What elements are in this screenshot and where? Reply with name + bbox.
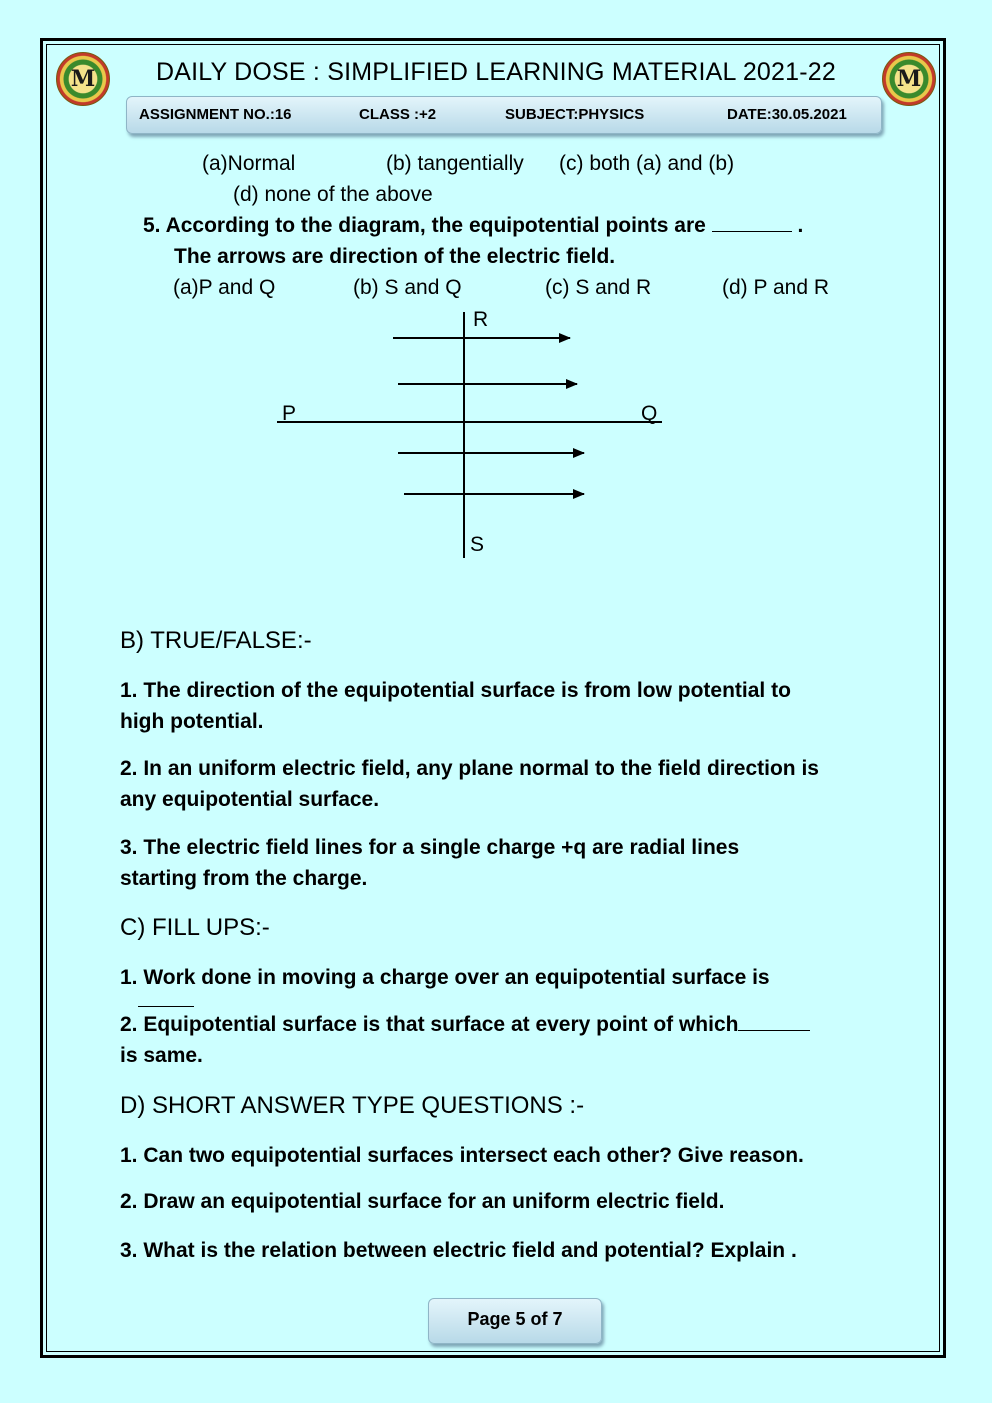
point-label-s: S — [470, 533, 485, 556]
fill-question-1-blank — [138, 1006, 194, 1007]
tf-question-1-line2: high potential. — [120, 710, 264, 733]
page-title: DAILY DOSE : SIMPLIFIED LEARNING MATERIAL 2021-22 — [156, 58, 836, 86]
section-true-false-heading: B) TRUE/FALSE:- — [120, 627, 312, 654]
q4-option-a: (a)Normal — [202, 152, 296, 175]
sa-question-3: 3. What is the relation between electric field and potential? Explain . — [120, 1239, 797, 1262]
q5-text-line1: According to the diagram, the equipotential points are — [165, 214, 706, 237]
q5-option-c: (c) S and R — [545, 276, 652, 299]
sa-question-2: 2. Draw an equipotential surface for an uniform electric field. — [120, 1190, 725, 1213]
tf-question-3-line2: starting from the charge. — [120, 867, 368, 890]
fill-question-1: 1. Work done in moving a charge over an equipotential surface is — [120, 966, 770, 989]
q5-line1-end: . — [797, 214, 804, 237]
sa-question-1: 1. Can two equipotential surfaces intersect each other? Give reason. — [120, 1144, 804, 1167]
school-logo-right: M — [882, 52, 936, 106]
assignment-number: ASSIGNMENT NO.:16 — [139, 106, 292, 123]
q4-option-c: (c) both (a) and (b) — [559, 152, 735, 175]
fill-question-2-line1 — [120, 1013, 810, 1037]
fill-question-2-blank — [738, 1030, 810, 1031]
subject-label: SUBJECT:PHYSICS — [505, 106, 645, 123]
point-label-p: P — [282, 402, 297, 425]
q4-option-d: (d) none of the above — [233, 183, 433, 206]
page-number-footer: Page 5 of 7 — [428, 1298, 602, 1344]
fill-question-2-line2: is same. — [120, 1044, 203, 1067]
q5-text-line2: The arrows are direction of the electric field. — [174, 245, 616, 268]
section-fill-ups-heading: C) FILL UPS:- — [120, 914, 270, 941]
school-logo-left: M — [56, 52, 110, 106]
section-short-answer-heading: D) SHORT ANSWER TYPE QUESTIONS :- — [120, 1092, 585, 1119]
tf-question-3-line1: 3. The electric field lines for a single charge +q are radial lines — [120, 836, 740, 859]
class-label: CLASS :+2 — [359, 106, 437, 123]
tf-question-1-line1: 1. The direction of the equipotential surface is from low potential to — [120, 679, 791, 702]
q5-number: 5. — [143, 214, 161, 237]
tf-question-2-line2: any equipotential surface. — [120, 788, 380, 811]
fill-question-2-text: 2. Equipotential surface is that surface at every point of which — [120, 1013, 739, 1036]
tf-question-2-line1: 2. In an uniform electric field, any plane normal to the field direction is — [120, 757, 819, 780]
point-label-q: Q — [641, 402, 658, 425]
date-label: DATE:30.05.2021 — [727, 106, 847, 123]
q4-option-b: (b) tangentially — [386, 152, 524, 175]
q5-option-a: (a)P and Q — [173, 276, 276, 299]
q5-option-d: (d) P and R — [722, 276, 829, 299]
q5-option-b: (b) S and Q — [353, 276, 462, 299]
point-label-r: R — [473, 308, 489, 331]
